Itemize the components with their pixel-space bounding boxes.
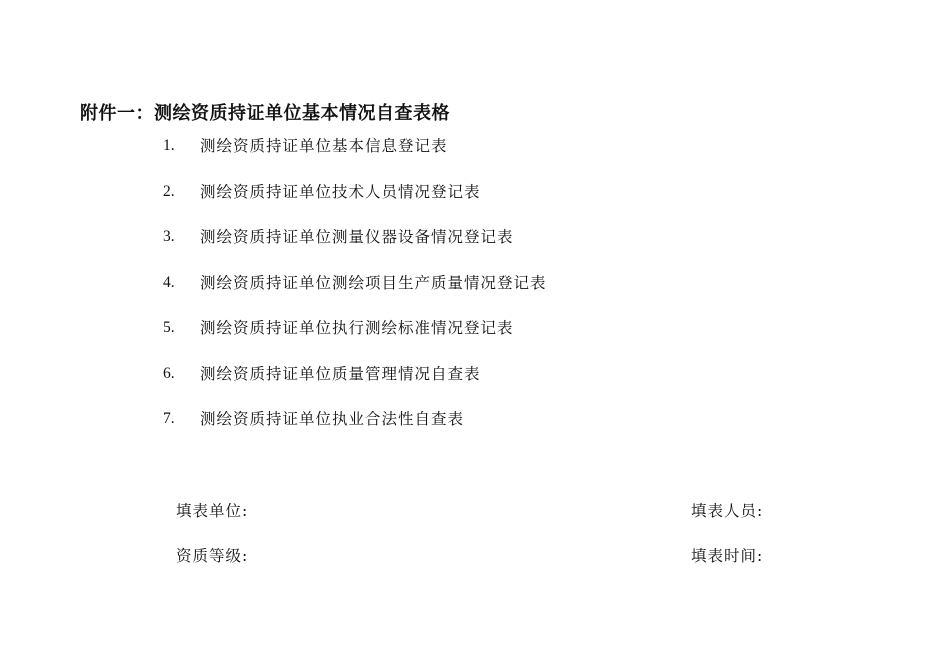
list-item [163,317,547,363]
form-list [163,135,547,454]
qualification-grade-label: 资质等级: [176,547,249,565]
item-number: 5. [163,319,175,336]
fill-time-label: 填表时间: [691,547,764,565]
item-number: 7. [163,410,175,427]
item-number: 6. [163,364,175,382]
list-item [163,272,547,318]
list-item [163,363,547,409]
item-text: 测绘资质持证单位测量仪器设备情况登记表 [200,228,514,246]
item-number: 1. [163,137,175,154]
item-text: 测绘资质持证单位技术人员情况登记表 [200,182,481,201]
list-item [163,135,547,181]
item-number: 2. [163,182,175,200]
item-text: 测绘资质持证单位执行测绘标准情况登记表 [200,319,514,337]
item-text: 测绘资质持证单位测绘项目生产质量情况登记表 [200,273,547,292]
item-text: 测绘资质持证单位执业合法性自查表 [200,410,465,428]
document-title: 附件一：测绘资质持证单位基本情况自查表格 [80,103,450,124]
fill-unit-label: 填表单位: [176,502,249,520]
item-number: 3. [163,228,175,245]
fill-person-label: 填表人员: [691,502,764,520]
item-text: 测绘资质持证单位质量管理情况自查表 [200,364,481,383]
list-item [163,408,547,454]
list-item [163,226,547,272]
list-item [163,181,547,227]
item-number: 4. [163,273,175,291]
item-text: 测绘资质持证单位基本信息登记表 [200,137,448,155]
